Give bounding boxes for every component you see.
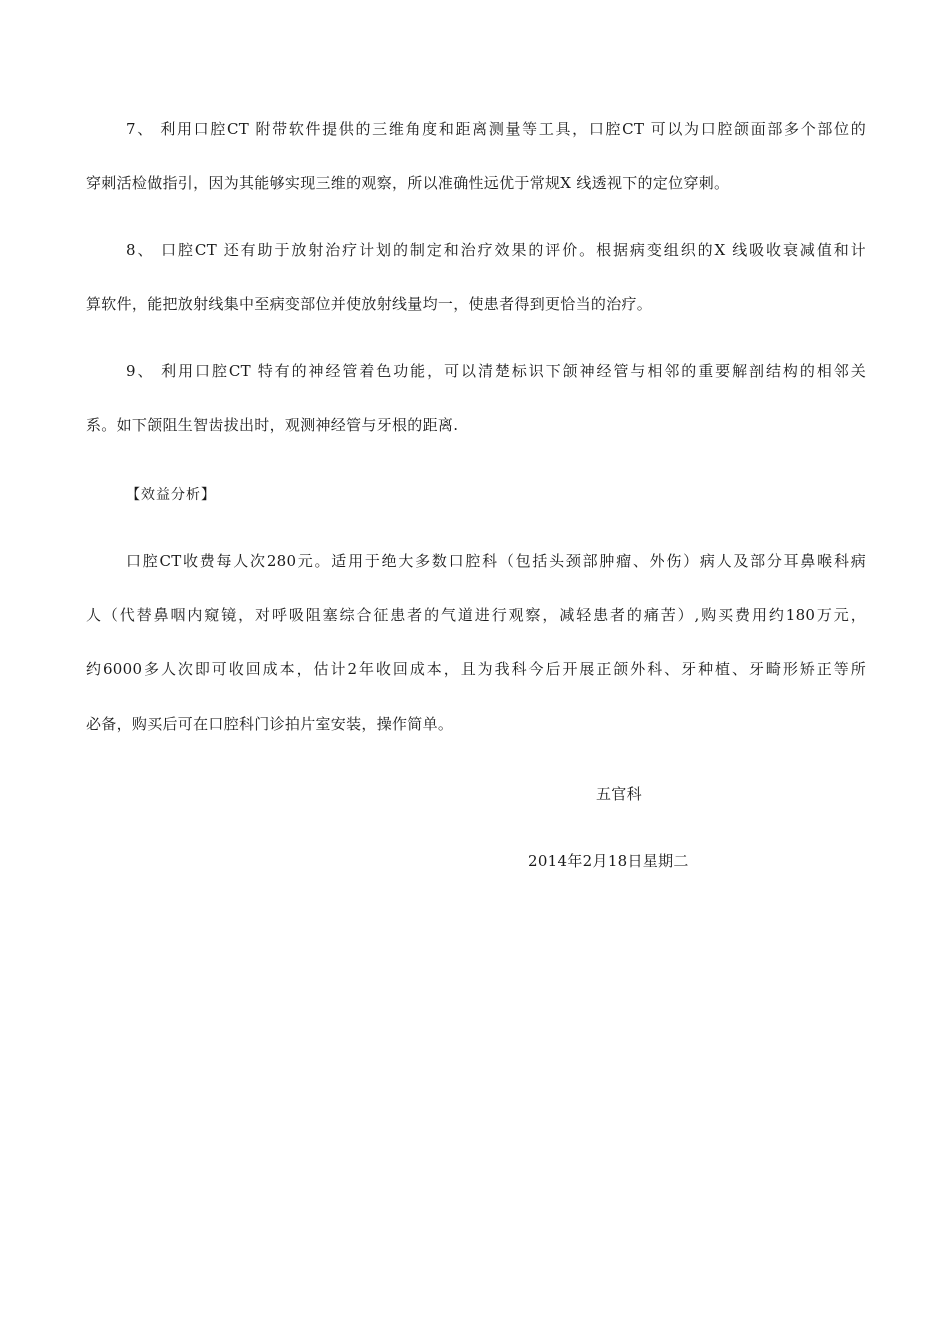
benefit-line-1: 口腔CT收费每人次280元。适用于绝大多数口腔科（包括头颈部肿瘤、外伤）病人及部分耳鼻喉科病	[126, 552, 866, 570]
item-7-line-2: 穿刺活检做指引，因为其能够实现三维的观察，所以准确性远优于常规X 线透视下的定位穿刺。	[86, 174, 730, 192]
item-9-line-1: 9、 利用口腔CT 特有的神经管着色功能，可以清楚标识下颌神经管与相邻的重要解剖结构的相邻关	[126, 362, 866, 380]
benefit-heading: 【效益分析】	[126, 487, 216, 503]
item-9-line-2: 系。如下颌阻生智齿拔出时，观测神经管与牙根的距离.	[86, 416, 459, 434]
item-8-line-2: 算软件，能把放射线集中至病变部位并使放射线量均一，使患者得到更恰当的治疗。	[86, 295, 653, 313]
signature-date: 2014年2月18日星期二	[528, 852, 689, 870]
benefit-line-3: 约6000多人次即可收回成本，估计2年收回成本，且为我科今后开展正颌外科、牙种植、牙畸形矫正等所	[86, 660, 866, 678]
benefit-line-2: 人（代替鼻咽内窥镜，对呼吸阻塞综合征患者的气道进行观察，减轻患者的痛苦）,购买费用约180万元，	[86, 606, 866, 624]
item-8-line-1: 8、 口腔CT 还有助于放射治疗计划的制定和治疗效果的评价。根据病变组织的X 线吸收衰减值和计	[126, 241, 866, 259]
item-7-line-1: 7、 利用口腔CT 附带软件提供的三维角度和距离测量等工具，口腔CT 可以为口腔颌面部多个部位的	[126, 120, 866, 138]
department-signature: 五官科	[596, 785, 642, 803]
benefit-line-4: 必备，购买后可在口腔科门诊拍片室安装，操作简单。	[86, 715, 454, 733]
